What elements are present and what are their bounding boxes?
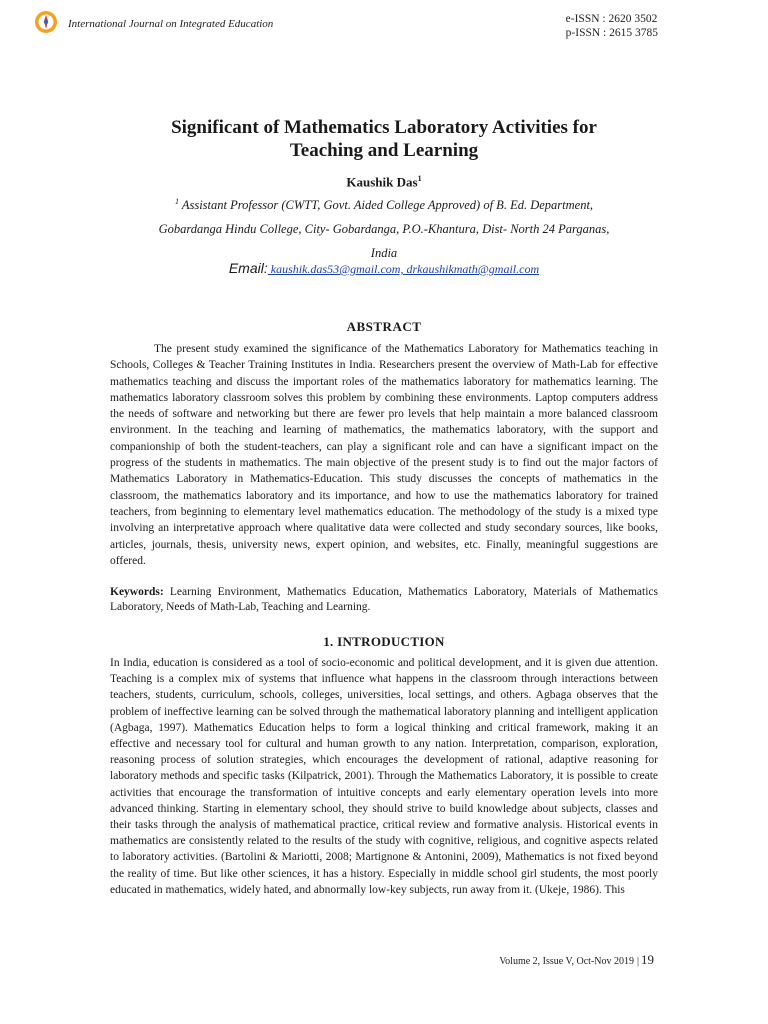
affiliation-line-3: India: [370, 246, 398, 261]
introduction-text: In India, education is considered as a tool of socio-economic and political development, and it is given due attention. Teaching is a complex mix of systems that influence what happens in the classroom through interactions between teachers, students, curriculum, schools, colleges, universities, local settings, and others. Agbaga observes that the problem of ineffective learning can be solved through the mathematical laboratory planning and intelligent application (Agbaga, 1997). Mathematics Education helps to form a logical thinking and critical framework, making it an effective and necessary tool for cultural and human growth to any nation. Interpretation, comparison, exploration, reasoning process of solution strategies, which encourages the development of rational, adaptive reasoning for laboratory methods and specific tasks (Kilpatrick, 2001). Through the Mathematics Laboratory, it is possible to create activities that encourage the transformation of intuitive concepts and early elementary operation levels into more advanced thinking. Starting in elementary school, they should strive to build knowledge about subjects, classes and their tasks through the analysis of mathematical practice, critical review and formative analysis. Historical events in mathematics are consistently related to the results of the study with cognitive, religious, and cognitive aspects related to laboratory activities. (Bartolini & Mariotti, 2008; Martignone & Antonini, 2009), Mathematics is not fixed beyond the reality of time. But like other sciences, it has a history. Especially in middle school girl students, the most poorly educated in mathematics, widely hated, and abnormally low-key subjects, run away from it. (Ukeje, 1986). This: [110, 657, 658, 896]
keywords-label: Keywords:: [110, 586, 164, 598]
author-superscript: 1: [417, 174, 422, 183]
email-link[interactable]: kaushik.das53@gmail.com, drkaushikmath@gmail.com: [267, 262, 540, 276]
affiliation-line-2: Gobardanga Hindu College, City- Gobardanga, P.O.-Khantura, Dist- North 24 Parganas,: [158, 222, 610, 237]
page-number: 19: [641, 952, 654, 967]
journal-name: International Journal on Integrated Education: [68, 18, 274, 30]
affiliation: [110, 190, 658, 265]
author-name: Kaushik Das: [346, 174, 418, 190]
abstract-body: The present study examined the significance of the Mathematics Laboratory for Mathematics teaching in Schools, Colleges & Teacher Training Institutes in India. Researchers present the overview of Math-Lab for effective mathematics teaching and discuss the important roles of the mathematics laboratory for mathematics learning. The mathematics laboratory classroom solves this problem by combining these environments. Laptop computers address the needs of software and networking but there are fewer pro levels that help maintain a more balanced classroom environment. In the teaching and learning of mathematics, the mathematics laboratory, with the support and companionship of both the student-teachers, can play a significant role and can have a significant impact on the progress of the students in mathematics. The main objective of the present study is to find out the major factors of Mathematics Laboratory in Mathematics-Education. This study discusses the concepts of mathematics in the classroom, the mathematics laboratory and its importance, and how to use the mathematics laboratory for trained teachers, from beginning to elementary level mathematics education. The methodology of the study is a mixed type involving an interpretative approach where qualitative data were collected and study secondary sources, like books, articles, journals, thesis, university news, expert opinion, and websites, etc. Finally, meaningful suggestions are offered.: [110, 343, 658, 567]
footer-volume: Volume 2, Issue V, Oct-Nov 2019: [499, 956, 634, 967]
keywords-text: Learning Environment, Mathematics Education, Mathematics Laboratory, Materials of Mathematics Laboratory, Needs of Math-Lab, Teaching and Learning.: [110, 586, 658, 613]
eissn: e-ISSN : 2620 3502: [565, 13, 658, 25]
affiliation-line-1: Assistant Professor (CWTT, Govt. Aided College Approved) of B. Ed. Department,: [181, 198, 594, 213]
author: [84, 174, 684, 190]
email-line: [84, 260, 684, 278]
journal-logo-icon: [34, 10, 58, 34]
issn-block: [566, 12, 658, 40]
keywords: [110, 585, 658, 615]
page-footer: [499, 952, 654, 968]
page-header: [0, 0, 768, 46]
introduction-heading: 1. INTRODUCTION: [323, 634, 445, 649]
abstract-text: [110, 341, 658, 569]
title-line-1: Significant of Mathematics Laboratory Activities for: [171, 117, 597, 138]
email-label: Email:: [228, 260, 268, 276]
paper-title: [84, 116, 684, 162]
affiliation-superscript: 1: [174, 197, 179, 206]
pissn: p-ISSN : 2615 3785: [565, 27, 658, 39]
title-line-2: Teaching and Learning: [289, 140, 479, 161]
footer-separator: |: [636, 956, 639, 967]
abstract-heading: ABSTRACT: [346, 319, 422, 334]
